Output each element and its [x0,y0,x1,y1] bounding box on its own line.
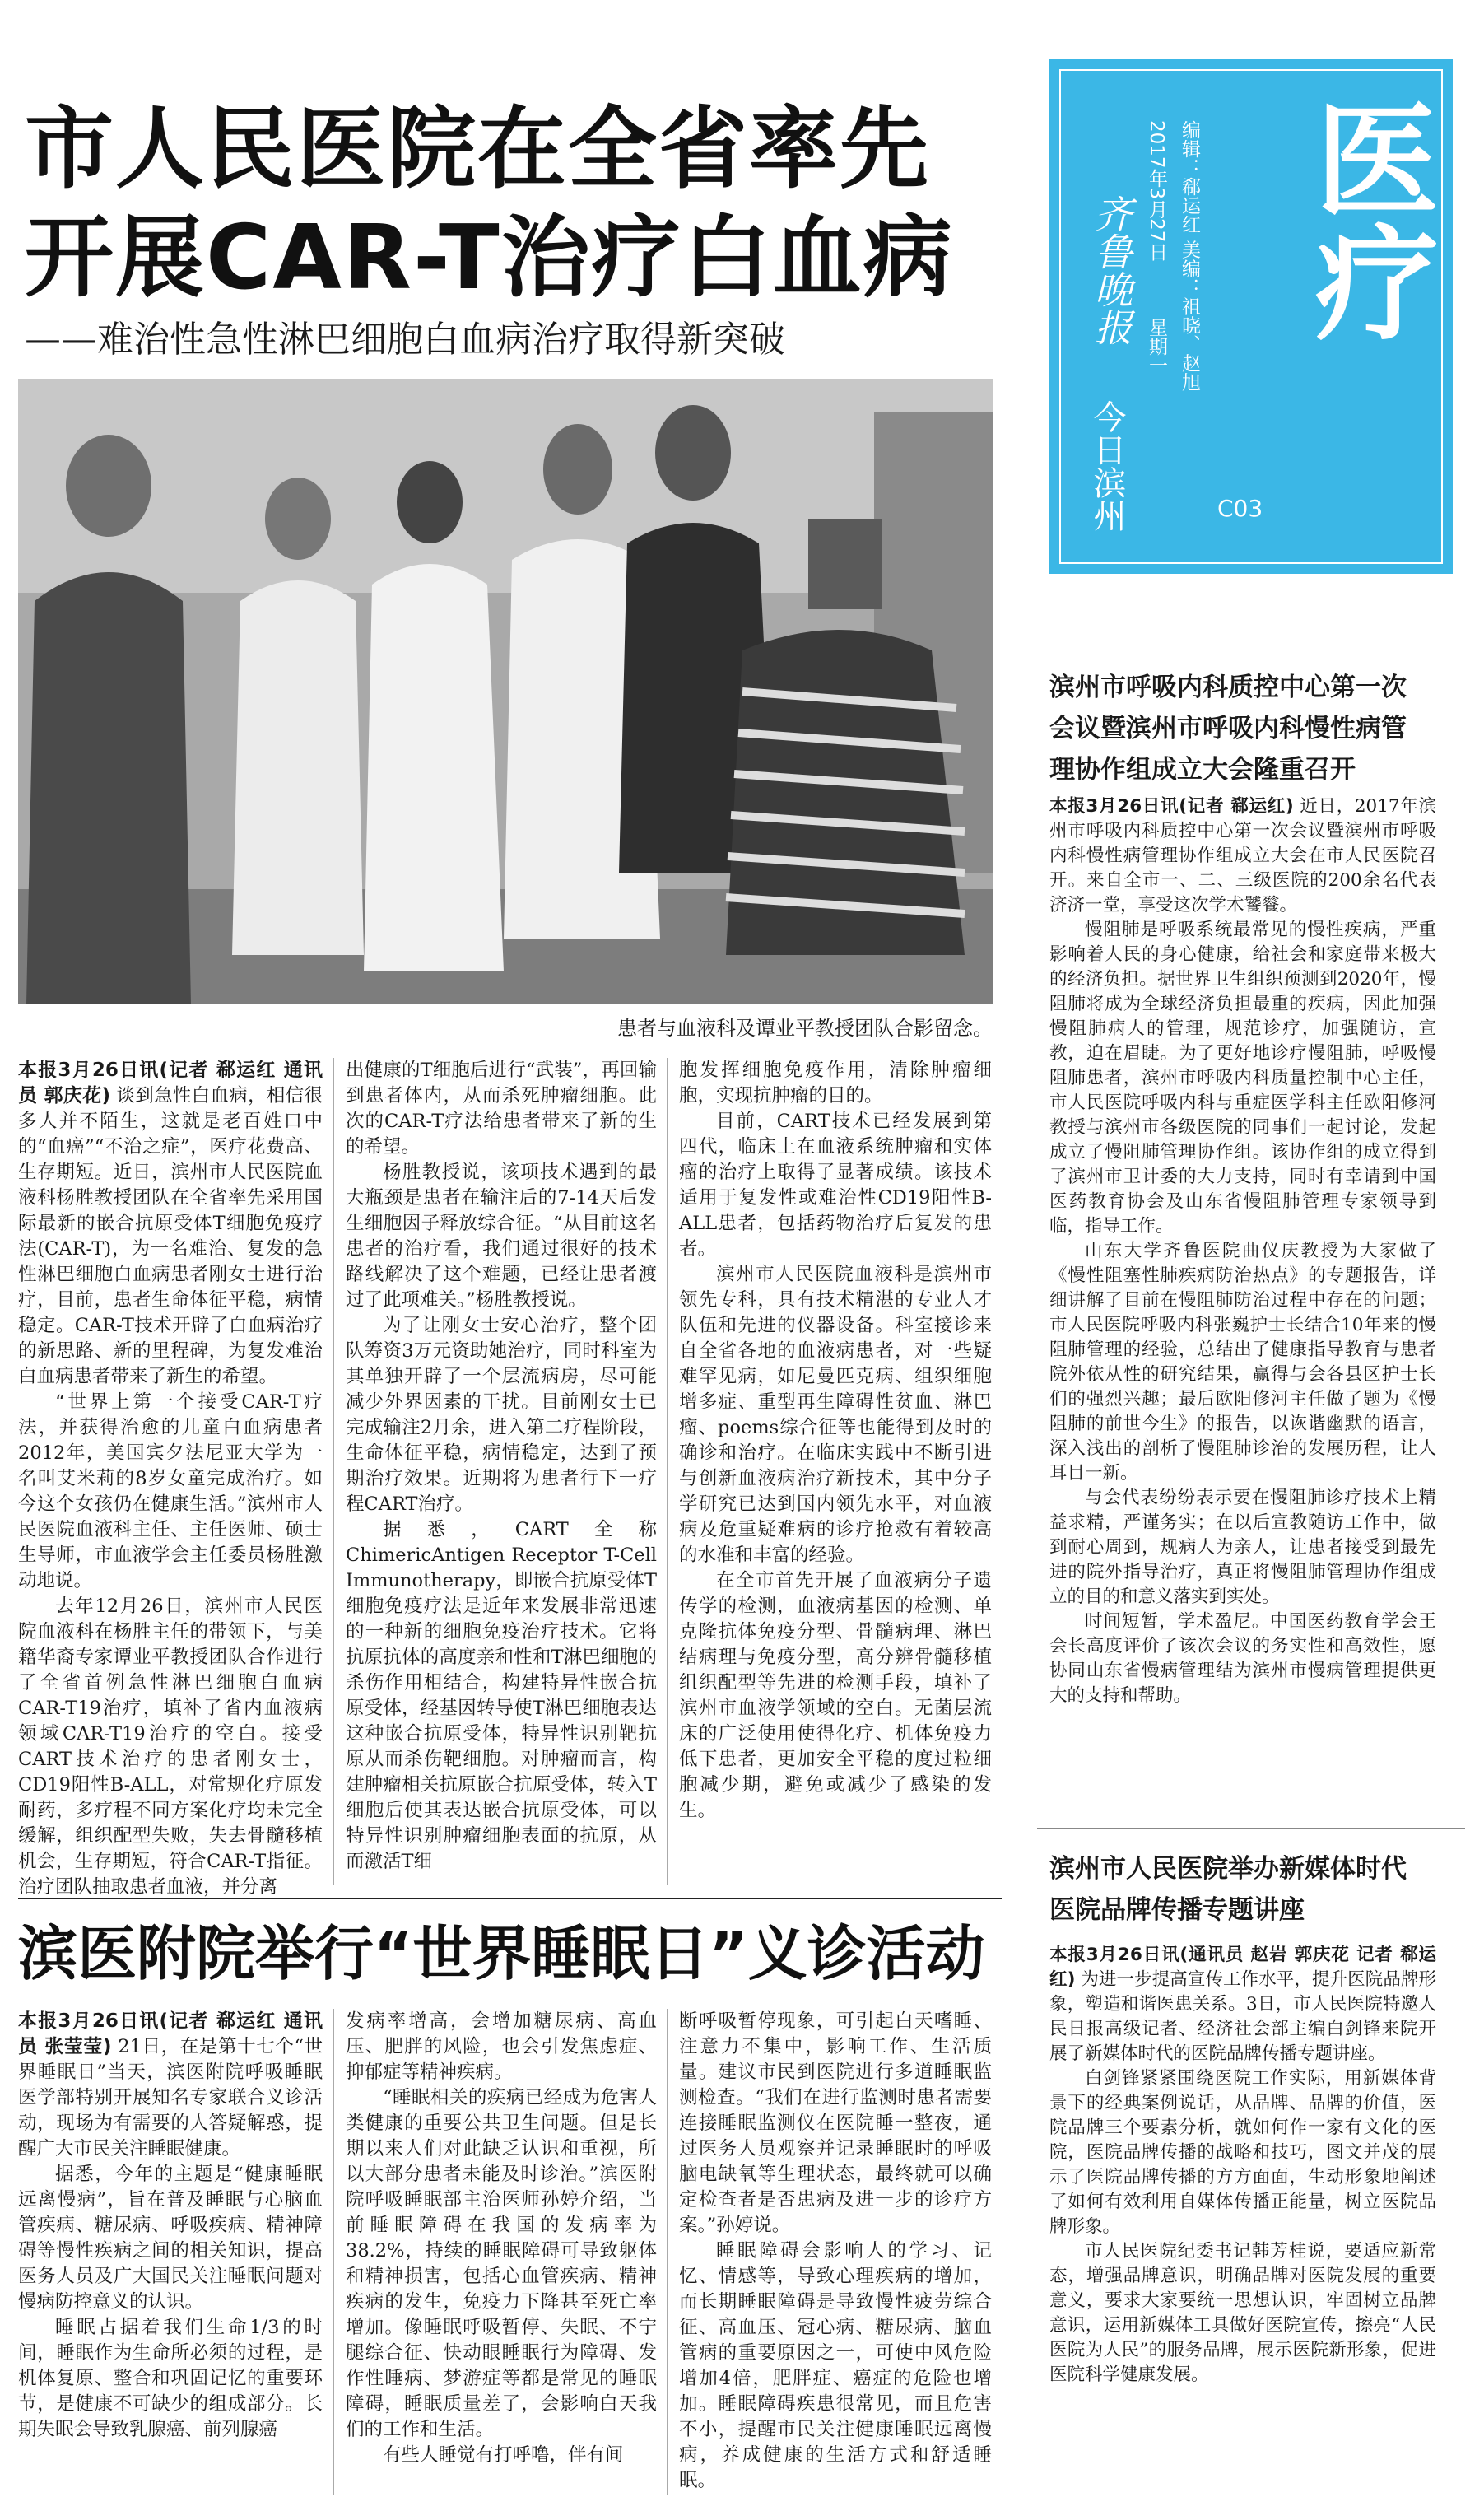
side1-paragraph: 山东大学齐鲁医院曲仪庆教授为大家做了《慢性阻塞性肺疾病防治热点》的专题报告，详细讲解了目前在慢阻肺防治过程中存在的问题；市人民医院呼吸内科张巍护士长结合10年来的慢阻肺管理的经验，总结出了健康指导教育与患者院外依从性的研究结果，赢得与会各县区护士长们的强烈兴趣；最后欧阳修河主任做了题为《慢阻肺的前世今生》的报告，以诙谐幽默的语言，深入浅出的剖析了慢阻肺诊治的发展历程，让人耳目一新。 [1049,1241,1436,1484]
sleep-paragraph: “睡眠相关的疾病已经成为危害人类健康的重要公共卫生问题。但是长期以来人们对此缺乏认识和重视，所以大部分患者未能及时诊治。”滨医附院呼吸睡眠部主治医师孙婷介绍，当前睡眠障碍在我国的发病率为38.2%，持续的睡眠障碍可导致躯体和精神损害，包括心血管疾病、精神疾病的发生，免疫力下降甚至死亡率增加。像睡眠呼吸暂停、失眠、不宁腿综合征、快动眼睡眠行为障碍、发作性睡病、梦游症等都是常见的睡眠障碍，睡眠质量差了，会影响白天我们的工作和生活。 [346,2087,657,2440]
lead-headline-line2: 开展CAR-T治疗白血病 [25,207,954,310]
lead-column-1 [18,1058,323,1900]
sleep-paragraph: 据悉，今年的主题是“健康睡眠远离慢病”，旨在普及睡眠与心脑血管疾病、糖尿病、呼吸疾病、精神障碍等慢性疾病之间的相关知识，提高医务人员及广大国民关注睡眠问题对慢病防控意义的认识。 [18,2164,323,2313]
banner-frame [1059,69,1443,564]
lead-paragraph: 为了让刚女士安心治疗，整个团队筹资3万元资助她治疗，同时科室为其单独开辟了一个层流病房，尽可能减少外界因素的干扰。目前刚女士已完成输注2月余，进入第二疗程阶段，生命体征平稳，病情稳定，达到了预期治疗效果。近期将为患者行下一疗程CART治疗。 [346,1315,657,1515]
photo-caption: 患者与血液科及谭业平教授团队合影留念。 [617,1017,993,1040]
lead-paragraph: 目前，CART技术已经发展到第四代，临床上在血液系统肿瘤和实体瘤的治疗上取得了显著成绩。该技术适用于复发性或难治性CD19阳性B-ALL患者，包括药物治疗后复发的患者。 [679,1111,992,1260]
side2-paragraph: 市人民医院纪委书记韩芳桂说，要适应新常态，增强品牌意识，明确品牌对医院发展的重要意义，要求大家要统一思想认识，牢固树立品牌意识，运用新媒体工具做好医院宣传，擦亮“人民医院为人民”的服务品牌，展示医院新形象，促进医院科学健康发展。 [1049,2241,1436,2385]
side1-paragraph: 慢阻肺是呼吸系统最常见的慢性疾病，严重影响着人民的身心健康，给社会和家庭带来极大的经济负担。据世界卫生组织预测到2020年，慢阻肺将成为全球经济负担最重的疾病，因此加强慢阻肺病人的管理，规范诊疗，加强随访，宣教，迫在眉睫。为了更好地诊疗慢阻肺，呼吸慢阻肺患者，滨州市呼吸内科质量控制中心主任，市人民医院呼吸内科与重症医学科主任欧阳修河教授与滨州市各级医院的同事们一起讨论，发起成立了慢阻肺管理协作组。该协作组的成立得到了滨州市卫计委的大力支持，同时有幸请到中国医药教育协会及山东省慢阻肺管理专家领导到临，指导工作。 [1049,920,1436,1237]
section-divider [18,1898,1002,1899]
edition-weekday: 星期一 [1146,318,1167,375]
sleep-paragraph: 睡眠占据着我们生命1/3的时间，睡眠作为生命所必须的过程，是机体复原、整合和巩固记忆的重要环节，是健康不可缺少的组成部分。长期失眠会导致乳腺癌、前列腺癌 [18,2317,323,2440]
column-divider [667,2009,668,2495]
side1-byline: 本报3月26日讯(记者 郗运红) [1049,796,1294,817]
lead-paragraph: 在全市首先开展了血液病分子遗传学的检测，血液病基因的检测、单克隆抗体免疫分型、骨髓病理、淋巴结病理与免疫分型，高分辨骨髓移植组织配型等先进的检测手段，填补了滨州市血液学领域的空白。无菌层流床的广泛使用使得化疗、机体免疫力低下患者，更加安全平稳的度过粒细胞减少期，避免或减少了感染的发生。 [679,1570,992,1821]
sleep-byline: 本报3月26日讯(记者 郗运红 通讯员 张莹莹) [18,2010,323,2057]
lead-paragraph: 出健康的T细胞后进行“武装”，再回输到患者体内，从而杀死肿瘤细胞。此次的CAR-T疗法给患者带来了新的生的希望。 [346,1060,657,1158]
lead-paragraph: 杨胜教授说，该项技术遇到的最大瓶颈是患者在输注后的7-14天后发生细胞因子释放综合征。“从目前这名患者的治疗看，我们通过很好的技术路线解决了这个难题，已经让患者渡过了此项难关。”杨胜教授说。 [346,1162,657,1311]
sleep-paragraph: 有些人睡觉有打呼噜，伴有间 [383,2444,624,2466]
paper-name-logo: 齐鲁晚报 [1089,194,1133,346]
lead-paragraph: 胞发挥细胞免疫作用，清除肿瘤细胞，实现抗肿瘤的目的。 [679,1060,992,1106]
lead-paragraph: 去年12月26日，滨州市人民医院血液科在杨胜主任的带领下，与美籍华裔专家谭业平教授团队合作进行了全省首例急性淋巴细胞白血病CAR-T19治疗，填补了省内血液病领域CAR-T19治疗的空白。接受CART技术治疗的患者刚女士，CD19阳性B-ALL，对常规化疗原发耐药，多疗程不同方案化疗均未完全缓解，组织配型失败，失去骨髓移植机会，生存期短，符合CAR-T指征。治疗团队抽取患者血液，并分离 [18,1596,323,1898]
side2-paragraph: 为进一步提高宣传工作水平，提升医院品牌形象，塑造和谐医患关系。3日，市人民医院特邀人民日报高级记者、经济社会部主编白剑锋来院开展了新媒体时代的医院品牌传播专题讲座。 [1049,1969,1436,2064]
lead-paragraph: “世界上第一个接受CAR-T疗法，并获得治愈的儿童白血病患者2012年，美国宾夕法尼亚大学为一名叫艾米莉的8岁女童完成治疗。如今这个女孩仍在健康生活。”滨州市人民医院血液科主任、主任医师、硕士生导师，市血液学会主任委员杨胜激动地说。 [18,1391,323,1591]
column-divider [333,2009,334,2495]
sleep-paragraph: 21日，在是第十七个“世界睡眠日”当天，滨医附院呼吸睡眠医学部特别开展知名专家联合义诊活动，现场为有需要的人答疑解惑，提醒广大市民关注睡眠健康。 [18,2036,323,2159]
side1-paragraph: 时间短暂，学术盈尼。中国医药教育学会王会长高度评价了该次会议的务实性和高效性，愿协同山东省慢病管理结为滨州市慢病管理提供更大的支持和帮助。 [1049,1611,1436,1706]
side2-paragraph: 白剑锋紧紧围绕医院工作实际，用新媒体背景下的经典案例说话，从品牌、品牌的价值，医院品牌三个要素分析，就如何作一家有文化的医院，医院品牌传播的战略和技巧，图文并茂的展示了医院品牌传播的方方面面，生动形象地阐述了如何有效利用自媒体传播正能量，树立医院品牌形象。 [1049,2068,1436,2237]
lead-paragraph: 据悉，CART全称ChimericAntigen Receptor T-Cell Immunotherapy，即嵌合抗原受体T细胞免疫疗法是近年来发展非常迅速的一种新的细胞免疫治疗技术。它将抗原抗体的高度亲和性和T淋巴细胞的杀伤作用相结合，构建特异性嵌合抗原受体，经基因转导使T淋巴细胞表达这种嵌合抗原受体，特异性识别靶抗原从而杀伤靶细胞。对肿瘤而言，构建肿瘤相关抗原嵌合抗原受体，转入T细胞后使其表达嵌合抗原受体，可以特异性识别肿瘤细胞表面的抗原，从而激活T细 [346,1519,657,1872]
sleep-column-2 [346,2009,657,2468]
sleep-column-3 [679,2009,992,2494]
sleep-headline: 滨医附院举行“世界睡眠日”义诊活动 [18,1919,985,1988]
side1-headline: 滨州市呼吸内科质控中心第一次会议暨滨州市呼吸内科慢性病管理协作组成立大会隆重召开 [1049,673,1407,785]
side2-headline: 滨州市人民医院举办新媒体时代医院品牌传播专题讲座 [1049,1854,1407,1925]
editor-credits: 编辑：郗运红 美编：祖晓、赵旭 [1179,120,1200,392]
side1-paragraph: 与会代表纷纷表示要在慢阻肺诊疗技术上精益求精，严谨务实；在以后宣教随访工作中，做到耐心周到，规病人为亲人，让患者接受到最先进的院外指导治疗，真正将慢阻肺管理协作组成立的目的和意义落实到实处。 [1049,1488,1436,1607]
section-divider [1037,1828,1465,1829]
lead-column-3 [679,1058,992,1824]
sleep-column-1 [18,2009,323,2443]
section-banner [1049,59,1453,574]
section-title: 医疗 [1294,96,1437,342]
side1-paragraph: 近日，2017年滨州市呼吸内科质控中心第一次会议暨滨州市呼吸内科慢性病管理协作组成立大会在市人民医院召开。来自全市一、二、三级医院的200余名代表济济一堂，享受这次学术饕餮。 [1049,796,1436,915]
column-divider [333,1058,334,1885]
edition-date: 2017年3月27日 [1146,120,1167,262]
lead-column-2 [346,1058,657,1875]
lead-byline: 本报3月26日讯(记者 郗运红 通讯员 郭庆花) [18,1060,323,1106]
edition-name: 今日滨州 [1088,400,1126,532]
page-number: C03 [1217,495,1263,522]
lead-paragraph: 谈到急性白血病，相信很多人并不陌生，这就是老百姓口中的“血癌”“不治之症”，医疗花费高、生存期短。近日，滨州市人民医院血液科杨胜教授团队在全省率先采用国际最新的嵌合抗原受体T细胞免疫疗法(CAR-T)，为一名难治、复发的急性淋巴细胞白血病患者刚女士进行治疗，目前，患者生命体征平稳，病情稳定。CAR-T技术开辟了白血病治疗的新思路、新的里程碑，为复发难治白血病患者带来了新生的希望。 [18,1085,323,1387]
side2-byline: 本报3月26日讯(通讯员 赵岩 郭庆花 记者 郗运红) [1049,1945,1436,1990]
team-photo-illustration [18,379,993,1004]
lead-paragraph: 滨州市人民医院血液科是滨州市领先专科，具有技术精湛的专业人才队伍和先进的仪器设备。科室接诊来自全省各地的血液病患者，对一些疑难罕见病，如尼曼匹克病、组织细胞增多症、重型再生障碍性贫血、淋巴瘤、poems综合征等也能得到及时的确诊和治疗。在临床实践中不断引进与创新血液病治疗新技术，其中分子学研究已达到国内领先水平，对血液病及危重疑难病的诊疗抢救有着较高的水准和丰富的经验。 [679,1264,992,1566]
sleep-paragraph: 发病率增高，会增加糖尿病、高血压、肥胖的风险，也会引发焦虑症、抑郁症等精神疾病。 [346,2010,657,2083]
sleep-paragraph: 断呼吸暂停现象，可引起白天嗜睡、注意力不集中，影响工作、生活质量。建议市民到医院进行多道睡眠监测检查。“我们在进行监测时患者需要连接睡眠监测仪在医院睡一整夜，通过医务人员观察并记录睡眠时的呼吸脑电缺氧等生理状态，最终就可以确定检查者是否患病及进一步的诊疗方案。”孙婷说。 [679,2010,992,2236]
lead-headline-line1: 市人民医院在全省率先 [25,98,931,201]
side1-body [1049,794,1436,1708]
team-photo [18,379,993,1004]
sleep-paragraph: 睡眠障碍会影响人的学习、记忆、情感等，导致心理疾病的增加，而长期睡眠障碍是导致慢性疲劳综合征、高血压、冠心病、糖尿病、脑血管病的重要原因之一，可使中风危险增加4倍，肥胖症、癌症的危险也增加。睡眠障碍疾患很常见，而且危害不小，提醒市民关注健康睡眠远离慢病，养成健康的生活方式和舒适睡眠。 [679,2240,992,2491]
side2-body [1049,1943,1436,2388]
column-divider [667,1058,668,1885]
lead-subtitle: ——难治性急性淋巴细胞白血病治疗取得新突破 [25,319,785,361]
